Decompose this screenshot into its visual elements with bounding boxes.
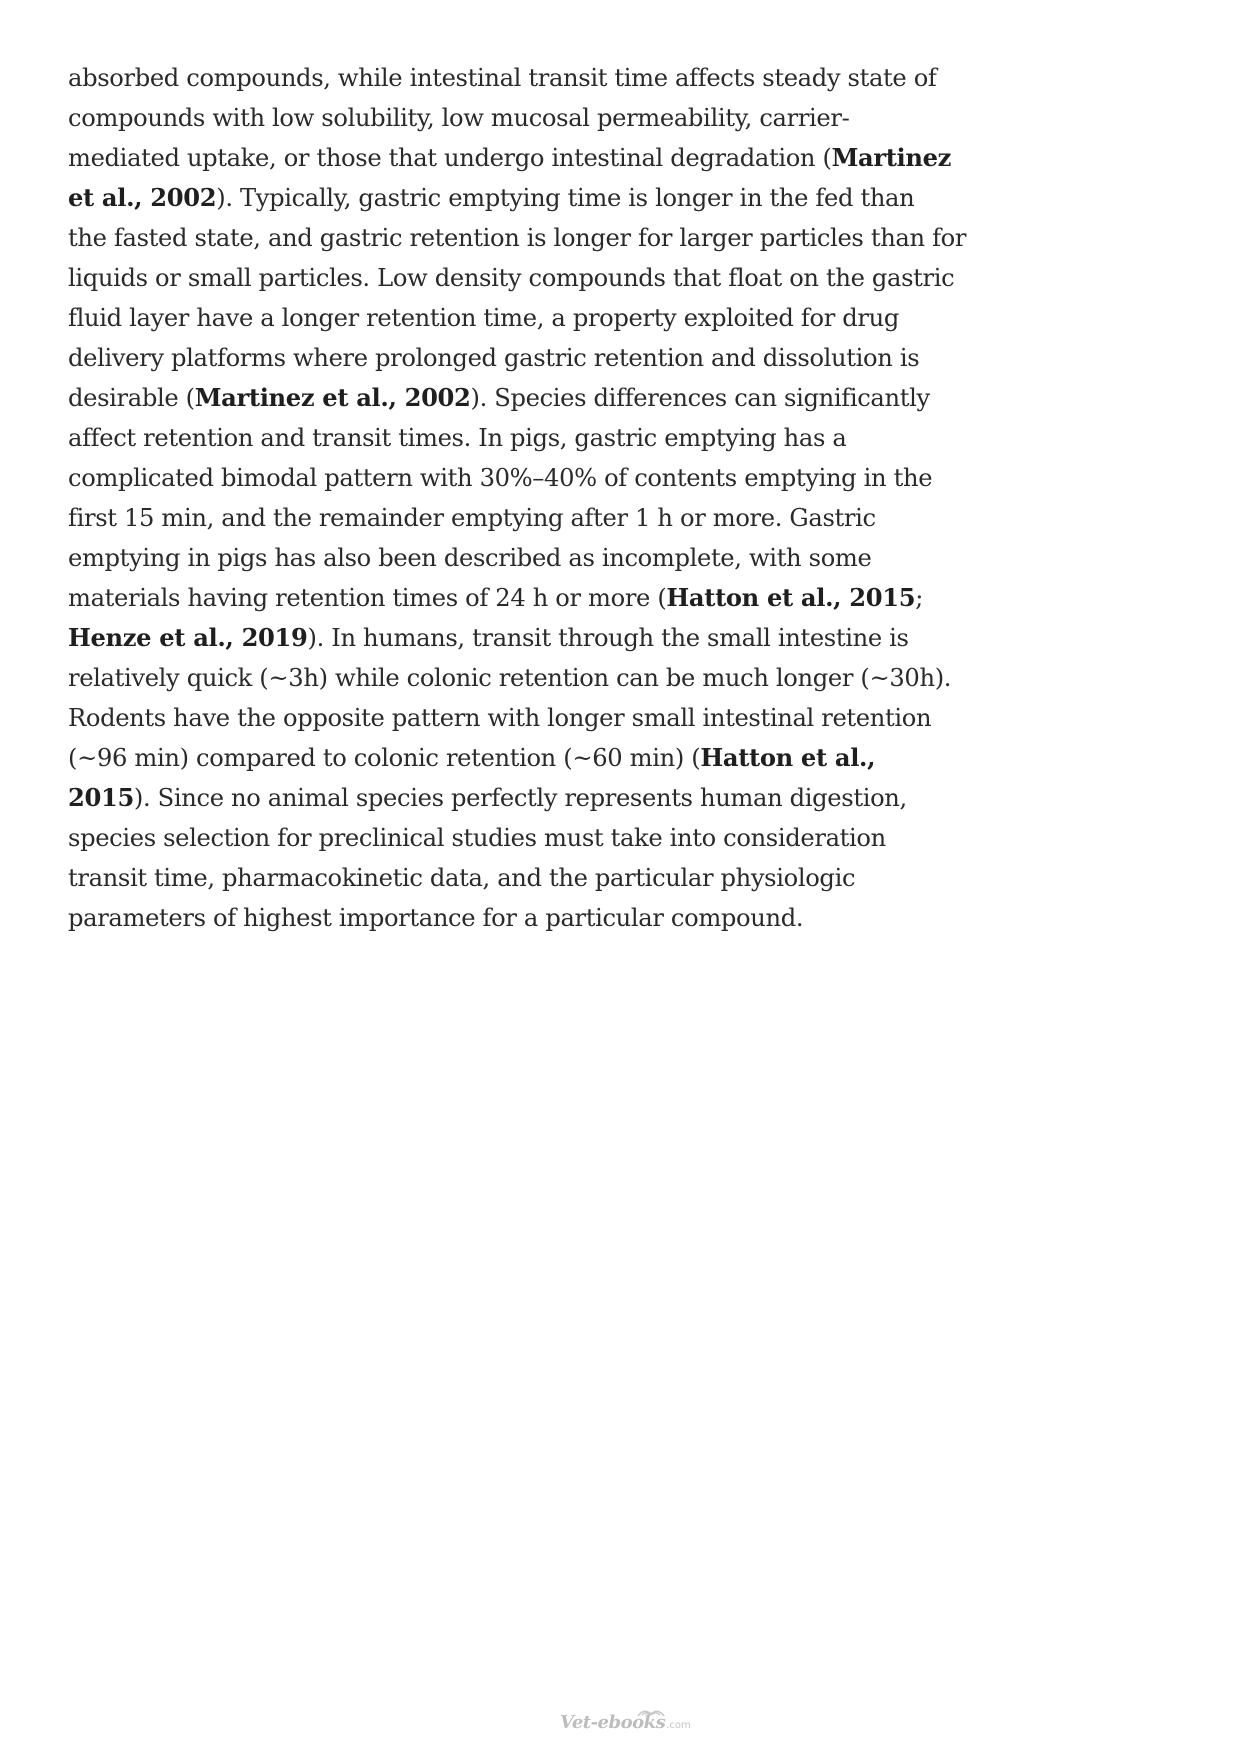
text-line xyxy=(68,858,855,898)
citation: Hatton et al., 2015 xyxy=(666,583,916,612)
text-run: emptying in pigs has also been described as incomplete, with some xyxy=(68,544,872,572)
citation: Hatton et al., xyxy=(700,743,876,772)
citation: 2015 xyxy=(68,783,134,812)
text-line xyxy=(68,138,951,178)
text-run: ). In humans, transit through the small intestine is xyxy=(307,624,909,652)
text-run: liquids or small particles. Low density compounds that float on the gastric xyxy=(68,264,955,292)
text-line xyxy=(68,98,849,138)
watermark-logo xyxy=(560,1712,691,1733)
text-line xyxy=(68,818,886,858)
text-run: species selection for preclinical studies must take into consideration xyxy=(68,824,886,852)
text-run: desirable ( xyxy=(68,384,195,412)
text-run: materials having retention times of 24 h or more ( xyxy=(68,584,667,612)
text-line xyxy=(68,418,846,458)
text-run: relatively quick (~3h) while colonic retention can be much longer (~30h). xyxy=(68,664,952,692)
text-run: (~96 min) compared to colonic retention (~60 min) ( xyxy=(68,744,701,772)
text-run: first 15 min, and the remainder emptying after 1 h or more. Gastric xyxy=(68,504,876,532)
book-icon xyxy=(636,1706,666,1718)
text-run: fluid layer have a longer retention time, a property exploited for drug xyxy=(68,304,899,332)
watermark-text: Vet-ebooks xyxy=(560,1712,666,1733)
text-line xyxy=(68,658,951,698)
text-line xyxy=(68,258,954,298)
text-line xyxy=(68,218,966,258)
watermark-domain: .com xyxy=(666,1720,691,1731)
text-line xyxy=(68,578,923,618)
text-line xyxy=(68,338,919,378)
text-run: compounds with low solubility, low mucosal permeability, carrier- xyxy=(68,104,850,132)
text-run: absorbed compounds, while intestinal transit time affects steady state of xyxy=(68,64,937,92)
citation: Martinez et al., 2002 xyxy=(194,383,471,412)
text-run: ; xyxy=(915,584,924,612)
text-line xyxy=(68,618,909,658)
text-run: mediated uptake, or those that undergo intestinal degradation ( xyxy=(68,144,832,172)
text-run: delivery platforms where prolonged gastric retention and dissolution is xyxy=(68,344,920,372)
text-line xyxy=(68,898,803,938)
text-run: ). Species differences can significantly xyxy=(470,384,930,412)
text-run: affect retention and transit times. In pigs, gastric emptying has a xyxy=(68,424,847,452)
text-line xyxy=(68,738,875,778)
text-run: the fasted state, and gastric retention is longer for larger particles than for xyxy=(68,224,967,252)
text-run: complicated bimodal pattern with 30%–40% of contents emptying in the xyxy=(68,464,933,492)
text-line xyxy=(68,378,930,418)
text-line xyxy=(68,178,914,218)
text-line xyxy=(68,458,932,498)
text-run: transit time, pharmacokinetic data, and the particular physiologic xyxy=(68,864,856,892)
citation: et al., 2002 xyxy=(68,183,217,212)
citation: Martinez xyxy=(831,143,952,172)
text-line xyxy=(68,538,871,578)
text-run: ). Since no animal species perfectly represents human digestion, xyxy=(133,784,907,812)
citation: Henze et al., 2019 xyxy=(68,623,308,652)
text-line xyxy=(68,698,931,738)
text-run: ). Typically, gastric emptying time is longer in the fed than xyxy=(216,184,915,212)
text-line xyxy=(68,58,937,98)
text-run: Rodents have the opposite pattern with longer small intestinal retention xyxy=(68,704,932,732)
text-line xyxy=(68,298,899,338)
text-line xyxy=(68,778,907,818)
text-line xyxy=(68,498,876,538)
text-run: parameters of highest importance for a particular compound. xyxy=(68,904,804,932)
